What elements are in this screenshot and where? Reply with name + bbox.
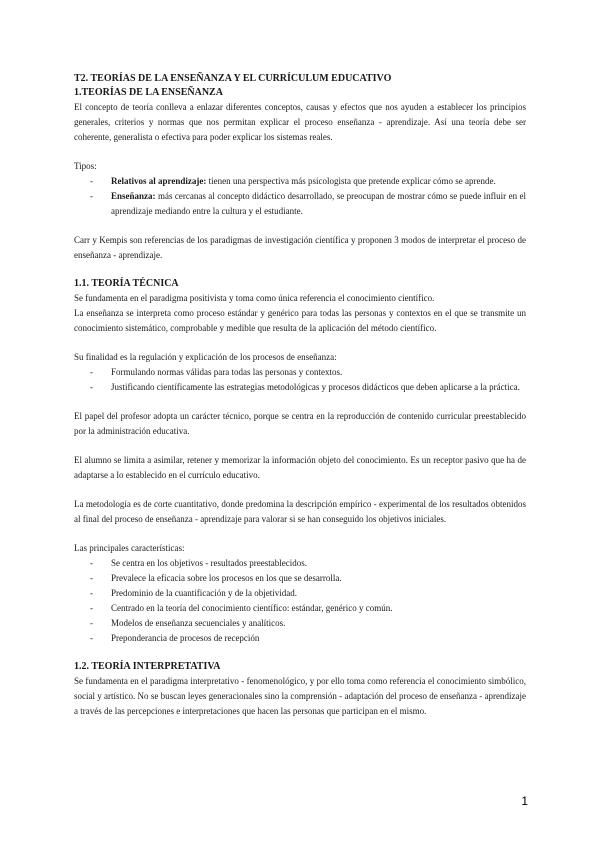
- s11-paragraph-1b: La enseñanza se interpreta como proceso estándar y genérico para todas las personas y contextos en el que se transmite un conocimiento sistemático, comprobable y medible que resulta de la aplicación del método científico.: [74, 308, 526, 333]
- list-item-term: Enseñanza:: [111, 191, 156, 201]
- intro-paragraph: El concepto de teoría conlleva a enlazar diferentes conceptos, causas y efectos que nos ayuden a establecer los principios generales, criterios y normas que nos permitan explicar el proceso enseñanza - aprendizaje. Así una teoría debe ser coherente, generalista o efectiva para poder explicar los sistemas reales.: [74, 102, 526, 142]
- tipos-label: Tipos:: [74, 161, 97, 171]
- s11-paragraph-3: El papel del profesor adopta un carácter técnico, porque se centra en la reproducción de contenido curricular preestablecido por la administración educativa.: [74, 411, 526, 436]
- list-item: [74, 174, 526, 189]
- section-1-heading: 1.TEORÍAS DE LA ENSEÑANZA: [74, 87, 223, 98]
- list-item-term: Relativos al aprendizaje:: [111, 176, 207, 186]
- s12-paragraph-1: Se fundamenta en el paradigma interpretativo - fenomenológico, y por ello toma como referencia el conocimiento simbólico, social y artístico. No se buscan leyes generacionales sino la comprensión - adaptación del proceso de enseñanza - aprendizaje a través de las percepciones e interpretaciones que hacen las personas que participan en el mismo.: [74, 676, 526, 716]
- page-number: 1: [521, 794, 528, 808]
- list-item: - Prevalece la eficacia sobre los procesos en los que se desarrolla.: [74, 571, 526, 586]
- list-item: - Formulando normas válidas para todas las personas y contextos.: [74, 365, 526, 380]
- tipos-list: [74, 174, 526, 219]
- section-1-1-heading: 1.1. TEORÍA TÉCNICA: [74, 278, 179, 289]
- s11-list-2: [74, 556, 526, 646]
- list-item: - Predominio de la cuantificación y de la objetividad.: [74, 586, 526, 601]
- s11-list-1: [74, 365, 526, 395]
- s11-paragraph-5: La metodología es de corte cuantitativo, donde predomina la descripción empírico - experimental de los resultados obtenidos al final del proceso de enseñanza - aprendizaje para valorar si se han conseguido los objetivos iniciales.: [74, 499, 526, 524]
- list-item: - Se centra en los objetivos - resultados preestablecidos.: [74, 556, 526, 571]
- list-item: - Justificando científicamente las estrategias metodológicas y procesos didácticos que deben aplicarse a la práctica.: [74, 380, 526, 395]
- carr-paragraph: Carr y Kempis son referencias de los paradigmas de investigación científica y proponen 3 modos de interpretar el proceso de enseñanza - aprendizaje.: [74, 235, 526, 260]
- list-item: - Modelos de enseñanza secuenciales y analíticos.: [74, 616, 526, 631]
- s11-paragraph-4: El alumno se limita a asimilar, retener y memorizar la información objeto del conocimiento. Es un receptor pasivo que ha de adaptarse a lo establecido en el currículo educativo.: [74, 455, 526, 480]
- list-item: - Preponderancia de procesos de recepción: [74, 631, 526, 646]
- list-item-text: tienen una perspectiva más psicologista que pretende explicar cómo se aprende.: [206, 176, 496, 186]
- list-item: - Centrado en la teoría del conocimiento científico: estándar, genérico y común.: [74, 601, 526, 616]
- s11-paragraph-2: Su finalidad es la regulación y explicación de los procesos de enseñanza:: [74, 352, 337, 362]
- s11-paragraph-1a: Se fundamenta en el paradigma positivista y toma como única referencia el conocimiento científico.: [74, 293, 435, 303]
- list-item: [74, 189, 526, 219]
- page-content: [74, 72, 526, 719]
- section-1-2-heading: 1.2. TEORÍA INTERPRETATIVA: [74, 661, 221, 672]
- s11-paragraph-6: Las principales características:: [74, 543, 185, 553]
- list-item-text: más cercanas al concepto didáctico desarrollado, se preocupan de mostrar cómo se puede influir en el aprendizaje mediando entre la cultura y el estudiante.: [111, 191, 526, 216]
- document-title: T2. TEORÍAS DE LA ENSEÑANZA Y EL CURRÍCULUM EDUCATIVO: [74, 73, 392, 84]
